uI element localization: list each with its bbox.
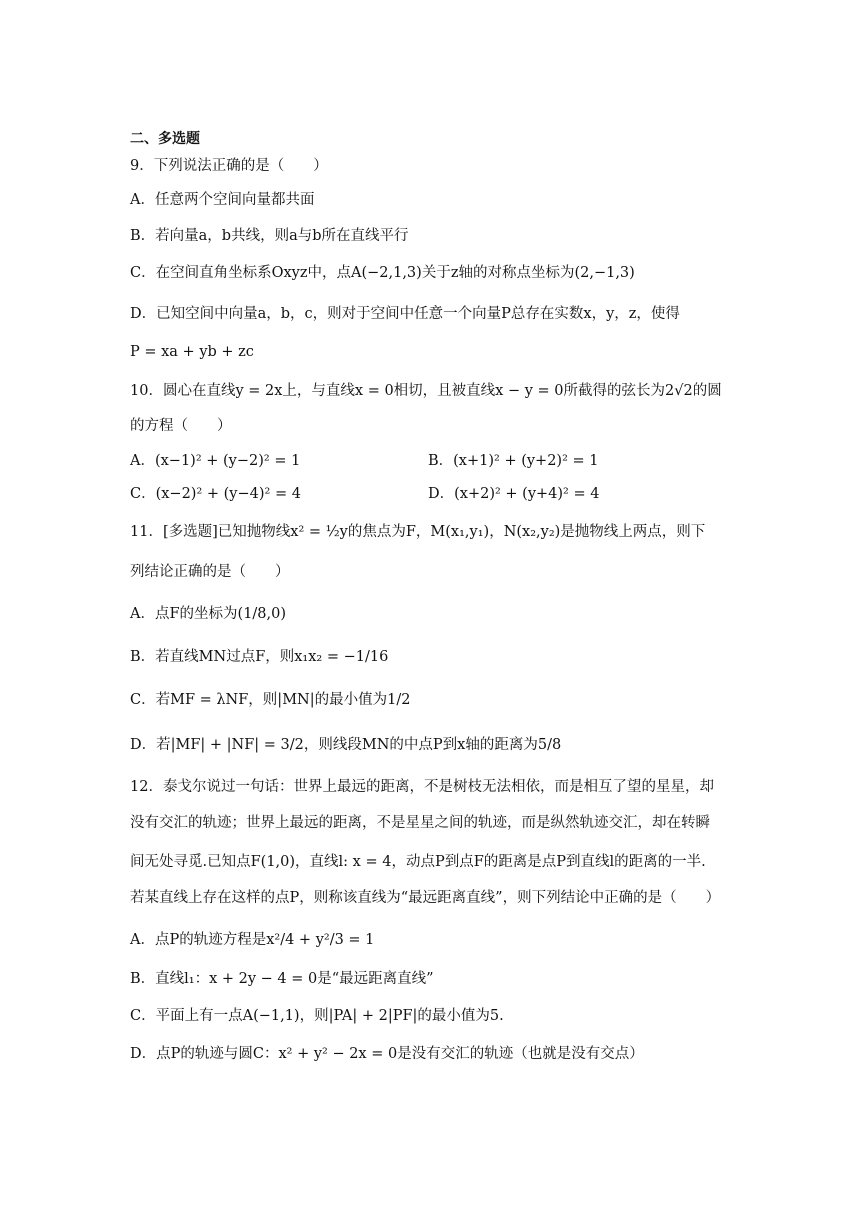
question-11-option-d: D．若|MF| + |NF| = 3/2，则线段MN的中点P到x轴的距离为5/8 bbox=[130, 737, 562, 753]
question-12-option-a: A．点P的轨迹方程是x²/4 + y²/3 = 1 bbox=[130, 932, 375, 948]
question-9-option-a: A．任意两个空间向量都共面 bbox=[130, 192, 315, 208]
question-11-stem-line1: 11．[多选题]已知抛物线x² = ½y的焦点为F，M(x₁,y₁)，N(x₂,y₂)是抛物线上两点，则下 bbox=[130, 524, 706, 540]
question-12-stem-line4: 若某直线上存在这样的点P，则称该直线为“最远距离直线”，则下列结论中正确的是（ ） bbox=[130, 890, 721, 906]
section-title: 二、多选题 bbox=[130, 131, 200, 147]
question-12-stem-line2: 没有交汇的轨迹；世界上最远的距离，不是星星之间的轨迹，而是纵然轨迹交汇，却在转瞬 bbox=[130, 815, 710, 831]
question-11-option-a: A．点F的坐标为(1/8,0) bbox=[130, 606, 287, 622]
question-11-option-c: C．若MF = λNF，则|MN|的最小值为1/2 bbox=[130, 692, 411, 708]
question-12-option-b: B．直线l₁：x + 2y − 4 = 0是“最远距离直线” bbox=[130, 971, 434, 987]
question-12-option-d: D．点P的轨迹与圆C：x² + y² − 2x = 0是没有交汇的轨迹（也就是没有交点） bbox=[130, 1046, 644, 1062]
question-11-option-b: B．若直线MN过点F，则x₁x₂ = −1/16 bbox=[130, 649, 389, 665]
question-9-option-d: D．已知空间中向量a，b，c，则对于空间中任意一个向量P总存在实数x，y，z，使得 bbox=[130, 306, 680, 322]
question-9-option-d-formula: P = xa + yb + zc bbox=[130, 344, 254, 360]
question-10-option-a: A．(x−1)² + (y−2)² = 1 bbox=[130, 453, 301, 469]
question-11-stem-line2: 列结论正确的是（ ） bbox=[130, 564, 290, 580]
question-10-stem-line1: 10．圆心在直线y = 2x上，与直线x = 0相切，且被直线x − y = 0所截得的弦长为2√2的圆 bbox=[130, 383, 722, 399]
question-9-option-c: C．在空间直角坐标系Oxyz中，点A(−2,1,3)关于z轴的对称点坐标为(2,−1,3) bbox=[130, 265, 635, 281]
question-12-stem-line3: 间无处寻觅.已知点F(1,0)，直线l: x = 4，动点P到点F的距离是点P到直线l的距离的一半. bbox=[130, 854, 706, 870]
question-12-option-c: C．平面上有一点A(−1,1)，则|PA| + 2|PF|的最小值为5. bbox=[130, 1008, 504, 1024]
question-12-stem-line1: 12．泰戈尔说过一句话：世界上最远的距离，不是树枝无法相依，而是相互了望的星星，却 bbox=[130, 779, 714, 795]
question-9-stem: 9．下列说法正确的是（ ） bbox=[130, 158, 328, 174]
question-10-option-b: B．(x+1)² + (y+2)² = 1 bbox=[428, 453, 599, 469]
question-10-stem-line2: 的方程（ ） bbox=[130, 418, 232, 434]
question-10-option-c: C．(x−2)² + (y−4)² = 4 bbox=[130, 486, 301, 502]
question-10-option-d: D．(x+2)² + (y+4)² = 4 bbox=[428, 486, 600, 502]
question-9-option-b: B．若向量a，b共线，则a与b所在直线平行 bbox=[130, 228, 409, 244]
